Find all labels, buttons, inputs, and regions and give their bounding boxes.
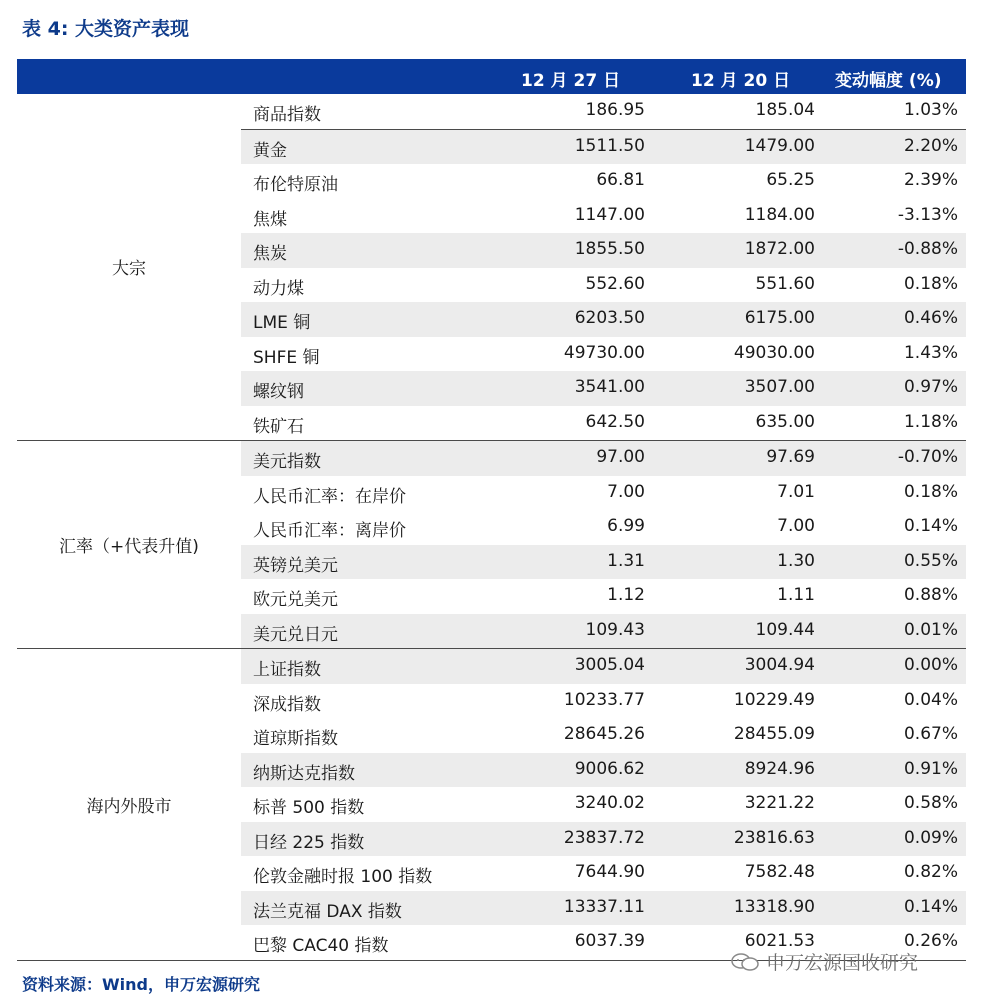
change-value: 1.03% — [903, 100, 958, 120]
change-value: 0.91% — [903, 758, 958, 779]
price-value: 1.12 — [607, 585, 645, 605]
table-row — [241, 233, 966, 268]
asset-name: 欧元兑美元 — [253, 590, 338, 610]
price-value: 3240.02 — [574, 793, 645, 813]
change-value: 0.58% — [903, 793, 958, 813]
table-row — [241, 199, 966, 234]
table-row — [241, 94, 966, 129]
change-value: 1.43% — [903, 342, 958, 363]
table-row — [241, 684, 966, 719]
change-value: -0.70% — [897, 447, 958, 467]
asset-name: 标普 500 指数 — [253, 798, 365, 818]
price-value: 23837.72 — [563, 827, 645, 848]
table-row — [241, 649, 966, 684]
price-value: 7582.48 — [744, 862, 815, 882]
table-row — [241, 545, 966, 580]
asset-performance-table — [17, 59, 966, 961]
price-value: 1511.50 — [574, 135, 645, 156]
price-value: 7.00 — [607, 481, 645, 502]
change-value: 0.67% — [903, 724, 958, 744]
asset-name: 英镑兑美元 — [253, 555, 338, 576]
table-row — [241, 891, 966, 926]
header-date-2: 12 月 20 日 — [691, 71, 791, 91]
row-group — [17, 441, 966, 649]
row-group — [17, 94, 966, 441]
wechat-icon — [730, 952, 760, 972]
change-value: 0.97% — [903, 377, 958, 397]
table-row — [241, 302, 966, 337]
price-value: 3221.22 — [744, 793, 815, 813]
price-value: 13337.11 — [563, 896, 645, 917]
change-value: 0.46% — [903, 308, 958, 328]
table-row — [241, 371, 966, 406]
table-row — [241, 753, 966, 788]
table-row — [241, 718, 966, 753]
asset-name: 焦炭 — [253, 244, 287, 264]
table-body — [17, 94, 966, 961]
asset-name: 铁矿石 — [253, 416, 304, 437]
price-value: 97.00 — [596, 447, 645, 467]
change-value: 2.39% — [903, 170, 958, 190]
price-value: 7644.90 — [574, 862, 645, 882]
price-value: 3004.94 — [744, 655, 815, 675]
price-value: 7.01 — [777, 481, 815, 502]
table-row — [241, 787, 966, 822]
group-label: 大宗 — [112, 259, 146, 279]
change-value: -0.88% — [897, 239, 958, 259]
price-value: 6037.39 — [574, 931, 645, 951]
price-value: 49030.00 — [733, 342, 815, 363]
price-value: 65.25 — [766, 170, 815, 190]
change-value: 0.14% — [903, 896, 958, 917]
change-value: -3.13% — [897, 204, 958, 225]
price-value: 28455.09 — [733, 724, 815, 744]
table-row — [241, 337, 966, 372]
price-value: 6.99 — [607, 516, 645, 536]
asset-name: 深成指数 — [253, 694, 321, 715]
table-row — [241, 822, 966, 857]
table-row — [241, 441, 966, 476]
price-value: 97.69 — [766, 447, 815, 467]
price-value: 186.95 — [585, 100, 645, 120]
price-value: 28645.26 — [563, 724, 645, 744]
table-row — [241, 476, 966, 511]
table-row — [241, 614, 966, 649]
asset-name: 上证指数 — [253, 660, 321, 680]
price-value: 49730.00 — [563, 342, 645, 363]
change-value: 0.01% — [903, 619, 958, 640]
table-row — [241, 164, 966, 199]
asset-name: 巴黎 CAC40 指数 — [253, 936, 389, 956]
change-value: 0.82% — [903, 862, 958, 882]
header-change: 变动幅度 (%) — [835, 71, 942, 91]
watermark-text: 申万宏源国收研究 — [766, 952, 919, 974]
price-value: 6021.53 — [744, 931, 815, 951]
asset-name: 伦敦金融时报 100 指数 — [253, 867, 433, 887]
asset-name: 日经 225 指数 — [253, 832, 365, 853]
change-value: 0.88% — [903, 585, 958, 605]
change-value: 0.04% — [903, 689, 958, 710]
asset-name: 纳斯达克指数 — [253, 763, 355, 784]
asset-name: 黄金 — [253, 140, 287, 161]
price-value: 23816.63 — [733, 827, 815, 848]
price-value: 10233.77 — [563, 689, 645, 710]
asset-name: 人民币汇率：在岸价 — [253, 486, 406, 507]
asset-name: SHFE 铜 — [253, 347, 320, 368]
asset-name: 美元指数 — [253, 452, 321, 472]
change-value: 0.00% — [903, 655, 958, 675]
price-value: 1.11 — [777, 585, 815, 605]
price-value: 13318.90 — [733, 896, 815, 917]
price-value: 6203.50 — [574, 308, 645, 328]
table-row — [241, 268, 966, 303]
price-value: 1184.00 — [744, 204, 815, 225]
asset-name: 螺纹钢 — [253, 382, 304, 402]
table-row — [241, 856, 966, 891]
price-value: 66.81 — [596, 170, 645, 190]
price-value: 10229.49 — [733, 689, 815, 710]
change-value: 0.55% — [903, 550, 958, 571]
change-value: 0.18% — [903, 273, 958, 294]
asset-name: 道琼斯指数 — [253, 729, 338, 749]
price-value: 642.50 — [585, 411, 645, 432]
asset-name: LME 铜 — [253, 313, 311, 333]
asset-name: 商品指数 — [253, 105, 321, 125]
price-value: 635.00 — [755, 411, 815, 432]
asset-name: 美元兑日元 — [253, 624, 338, 645]
group-label: 汇率（+代表升值) — [59, 537, 199, 557]
source-note: 资料来源：Wind，申万宏源研究 — [22, 975, 260, 994]
price-value: 185.04 — [755, 100, 815, 120]
change-value: 2.20% — [903, 135, 958, 156]
price-value: 3507.00 — [744, 377, 815, 397]
price-value: 9006.62 — [574, 758, 645, 779]
price-value: 1147.00 — [574, 204, 645, 225]
price-value: 8924.96 — [744, 758, 815, 779]
header-date-1: 12 月 27 日 — [521, 71, 621, 91]
watermark — [730, 948, 918, 975]
table-row — [241, 579, 966, 614]
price-value: 551.60 — [755, 273, 815, 294]
price-value: 1.31 — [607, 550, 645, 571]
price-value: 1.30 — [777, 550, 815, 571]
price-value: 552.60 — [585, 273, 645, 294]
price-value: 1479.00 — [744, 135, 815, 156]
table-title: 表 4: 大类资产表现 — [22, 18, 190, 40]
price-value: 1872.00 — [744, 239, 815, 259]
change-value: 1.18% — [903, 411, 958, 432]
change-value: 0.26% — [903, 931, 958, 951]
table-row — [241, 129, 966, 165]
price-value: 7.00 — [777, 516, 815, 536]
price-value: 3005.04 — [574, 655, 645, 675]
table-row — [241, 510, 966, 545]
asset-name: 动力煤 — [253, 278, 304, 299]
asset-name: 焦煤 — [253, 209, 287, 230]
price-value: 109.43 — [585, 619, 645, 640]
change-value: 0.14% — [903, 516, 958, 536]
asset-name: 法兰克福 DAX 指数 — [253, 901, 402, 922]
group-label: 海内外股市 — [86, 796, 172, 817]
price-value: 109.44 — [755, 619, 815, 640]
asset-name: 人民币汇率：离岸价 — [253, 521, 406, 541]
change-value: 0.09% — [903, 827, 958, 848]
row-group — [17, 649, 966, 961]
price-value: 1855.50 — [574, 239, 645, 259]
price-value: 6175.00 — [744, 308, 815, 328]
asset-name: 布伦特原油 — [253, 175, 338, 195]
table-header — [17, 59, 966, 94]
price-value: 3541.00 — [574, 377, 645, 397]
change-value: 0.18% — [903, 481, 958, 502]
table-row — [241, 406, 966, 441]
